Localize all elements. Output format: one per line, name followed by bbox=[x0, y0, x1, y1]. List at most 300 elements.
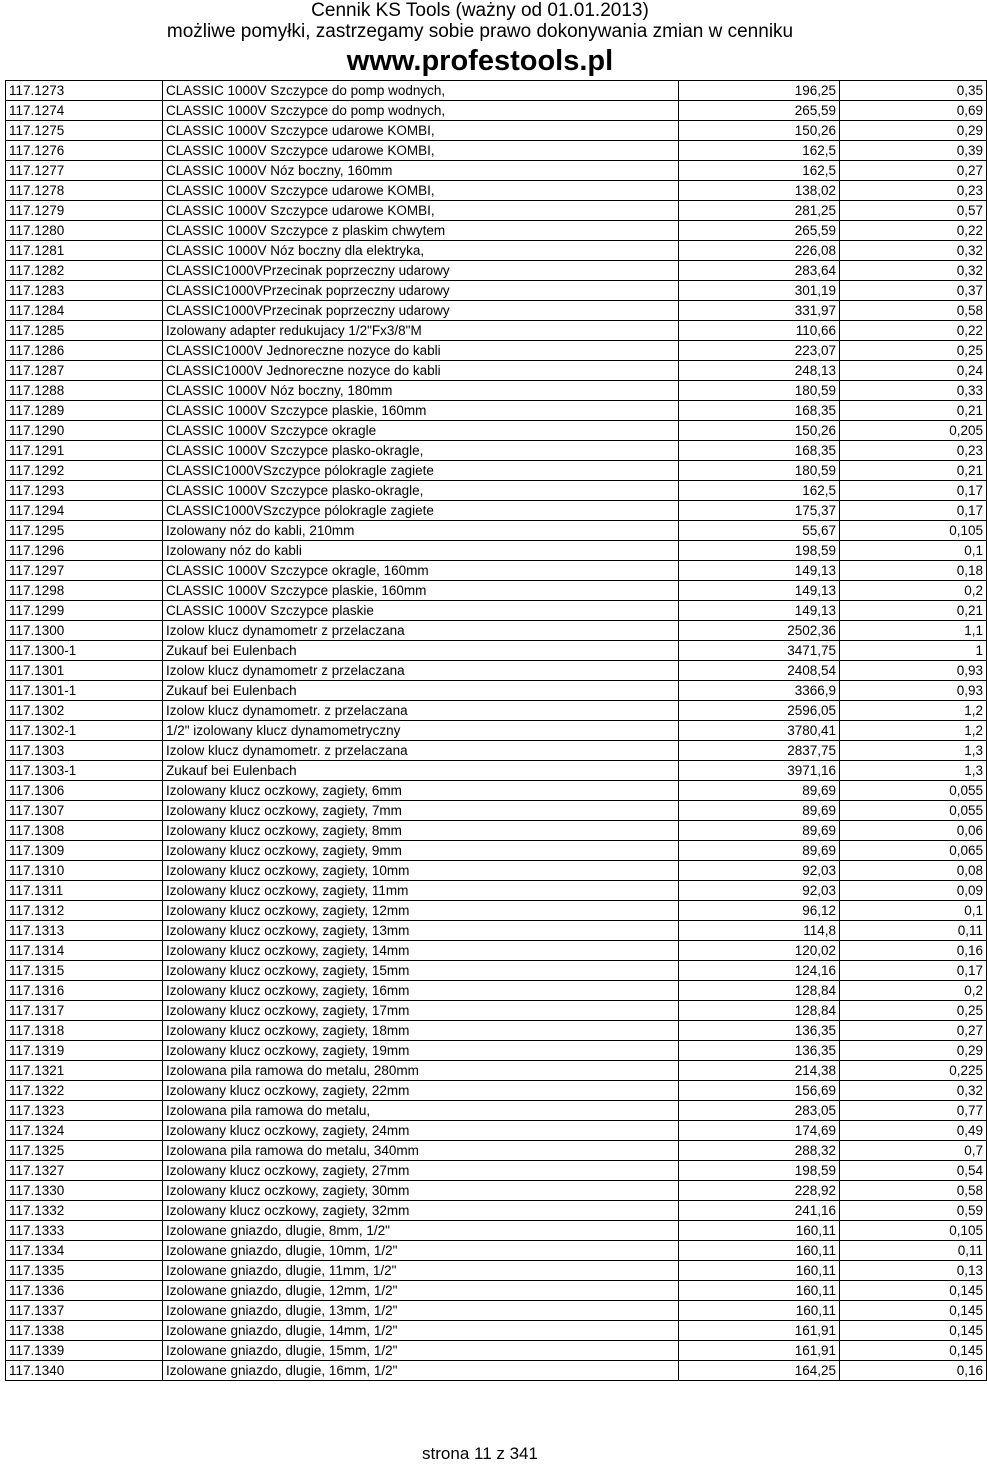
product-description-cell: CLASSIC1000V Jednoreczne nozyce do kabli bbox=[163, 361, 679, 381]
price-cell: 265,59 bbox=[679, 221, 840, 241]
table-row bbox=[6, 1301, 987, 1321]
product-description-cell: 1/2" izolowany klucz dynamometryczny bbox=[163, 721, 679, 741]
price-cell: 248,13 bbox=[679, 361, 840, 381]
product-description-cell: CLASSIC 1000V Szczypce plasko-okragle, bbox=[163, 441, 679, 461]
table-row bbox=[6, 361, 987, 381]
price-cell: 168,35 bbox=[679, 441, 840, 461]
table-row bbox=[6, 861, 987, 881]
product-description-cell: Izolowane gniazdo, dlugie, 12mm, 1/2" bbox=[163, 1281, 679, 1301]
price-cell: 301,19 bbox=[679, 281, 840, 301]
weight-cell: 0,32 bbox=[840, 241, 987, 261]
product-code-cell: 117.1275 bbox=[6, 121, 163, 141]
table-row bbox=[6, 1201, 987, 1221]
table-row bbox=[6, 401, 987, 421]
product-code-cell: 117.1324 bbox=[6, 1121, 163, 1141]
weight-cell: 0,39 bbox=[840, 141, 987, 161]
table-row bbox=[6, 1281, 987, 1301]
table-row bbox=[6, 561, 987, 581]
table-row bbox=[6, 1021, 987, 1041]
table-row bbox=[6, 601, 987, 621]
table-row bbox=[6, 961, 987, 981]
weight-cell: 1,2 bbox=[840, 721, 987, 741]
price-cell: 150,26 bbox=[679, 121, 840, 141]
product-description-cell: Izolowany klucz oczkowy, zagiety, 13mm bbox=[163, 921, 679, 941]
weight-cell: 0,93 bbox=[840, 661, 987, 681]
table-row bbox=[6, 741, 987, 761]
weight-cell: 0,06 bbox=[840, 821, 987, 841]
product-description-cell: CLASSIC 1000V Szczypce do pomp wodnych, bbox=[163, 101, 679, 121]
weight-cell: 1,3 bbox=[840, 761, 987, 781]
product-code-cell: 117.1290 bbox=[6, 421, 163, 441]
product-code-cell: 117.1284 bbox=[6, 301, 163, 321]
table-row bbox=[6, 1261, 987, 1281]
weight-cell: 0,37 bbox=[840, 281, 987, 301]
price-cell: 2837,75 bbox=[679, 741, 840, 761]
weight-cell: 0,35 bbox=[840, 81, 987, 101]
price-cell: 138,02 bbox=[679, 181, 840, 201]
product-code-cell: 117.1319 bbox=[6, 1041, 163, 1061]
product-code-cell: 117.1318 bbox=[6, 1021, 163, 1041]
product-code-cell: 117.1310 bbox=[6, 861, 163, 881]
table-row bbox=[6, 1241, 987, 1261]
table-row bbox=[6, 1341, 987, 1361]
product-description-cell: Izolowany klucz oczkowy, zagiety, 32mm bbox=[163, 1201, 679, 1221]
product-code-cell: 117.1338 bbox=[6, 1321, 163, 1341]
product-code-cell: 117.1297 bbox=[6, 561, 163, 581]
price-list-body bbox=[6, 81, 987, 1381]
product-description-cell: Zukauf bei Eulenbach bbox=[163, 641, 679, 661]
weight-cell: 0,22 bbox=[840, 321, 987, 341]
price-cell: 281,25 bbox=[679, 201, 840, 221]
price-cell: 160,11 bbox=[679, 1261, 840, 1281]
product-code-cell: 117.1322 bbox=[6, 1081, 163, 1101]
product-description-cell: Izolowane gniazdo, dlugie, 16mm, 1/2" bbox=[163, 1361, 679, 1381]
table-row bbox=[6, 581, 987, 601]
product-code-cell: 117.1339 bbox=[6, 1341, 163, 1361]
table-row bbox=[6, 161, 987, 181]
weight-cell: 0,21 bbox=[840, 461, 987, 481]
price-cell: 110,66 bbox=[679, 321, 840, 341]
product-description-cell: CLASSIC 1000V Nóz boczny, 160mm bbox=[163, 161, 679, 181]
table-row bbox=[6, 661, 987, 681]
product-description-cell: CLASSIC 1000V Szczypce do pomp wodnych, bbox=[163, 81, 679, 101]
product-description-cell: Izolow klucz dynamometr. z przelaczana bbox=[163, 741, 679, 761]
table-row bbox=[6, 921, 987, 941]
product-description-cell: CLASSIC 1000V Szczypce udarowe KOMBI, bbox=[163, 141, 679, 161]
product-description-cell: CLASSIC 1000V Szczypce udarowe KOMBI, bbox=[163, 181, 679, 201]
table-row bbox=[6, 221, 987, 241]
table-row bbox=[6, 241, 987, 261]
table-row bbox=[6, 1181, 987, 1201]
price-cell: 89,69 bbox=[679, 781, 840, 801]
price-cell: 156,69 bbox=[679, 1081, 840, 1101]
price-cell: 2408,54 bbox=[679, 661, 840, 681]
price-cell: 162,5 bbox=[679, 161, 840, 181]
product-code-cell: 117.1301 bbox=[6, 661, 163, 681]
price-cell: 288,32 bbox=[679, 1141, 840, 1161]
product-code-cell: 117.1292 bbox=[6, 461, 163, 481]
product-code-cell: 117.1321 bbox=[6, 1061, 163, 1081]
product-code-cell: 117.1302-1 bbox=[6, 721, 163, 741]
weight-cell: 0,49 bbox=[840, 1121, 987, 1141]
product-code-cell: 117.1314 bbox=[6, 941, 163, 961]
price-cell: 228,92 bbox=[679, 1181, 840, 1201]
product-code-cell: 117.1296 bbox=[6, 541, 163, 561]
product-description-cell: CLASSIC1000V Jednoreczne nozyce do kabli bbox=[163, 341, 679, 361]
product-code-cell: 117.1293 bbox=[6, 481, 163, 501]
product-description-cell: Izolowana pila ramowa do metalu, 280mm bbox=[163, 1061, 679, 1081]
weight-cell: 0,27 bbox=[840, 1021, 987, 1041]
price-cell: 92,03 bbox=[679, 881, 840, 901]
product-description-cell: Izolowany klucz oczkowy, zagiety, 16mm bbox=[163, 981, 679, 1001]
weight-cell: 0,23 bbox=[840, 181, 987, 201]
price-cell: 162,5 bbox=[679, 141, 840, 161]
product-description-cell: Izolowany klucz oczkowy, zagiety, 27mm bbox=[163, 1161, 679, 1181]
product-description-cell: CLASSIC 1000V Szczypce plaskie bbox=[163, 601, 679, 621]
product-description-cell: Zukauf bei Eulenbach bbox=[163, 761, 679, 781]
price-cell: 180,59 bbox=[679, 461, 840, 481]
table-row bbox=[6, 941, 987, 961]
weight-cell: 0,17 bbox=[840, 501, 987, 521]
table-row bbox=[6, 181, 987, 201]
product-code-cell: 117.1325 bbox=[6, 1141, 163, 1161]
price-cell: 149,13 bbox=[679, 601, 840, 621]
document-title: Cennik KS Tools (ważny od 01.01.2013) bbox=[311, 0, 649, 21]
weight-cell: 0,205 bbox=[840, 421, 987, 441]
product-description-cell: Izolow klucz dynamometr z przelaczana bbox=[163, 621, 679, 641]
price-cell: 149,13 bbox=[679, 581, 840, 601]
product-code-cell: 117.1340 bbox=[6, 1361, 163, 1381]
table-row bbox=[6, 281, 987, 301]
weight-cell: 0,105 bbox=[840, 521, 987, 541]
price-cell: 92,03 bbox=[679, 861, 840, 881]
price-cell: 160,11 bbox=[679, 1241, 840, 1261]
weight-cell: 0,57 bbox=[840, 201, 987, 221]
price-cell: 2502,36 bbox=[679, 621, 840, 641]
price-cell: 3366,9 bbox=[679, 681, 840, 701]
table-row bbox=[6, 441, 987, 461]
product-code-cell: 117.1335 bbox=[6, 1261, 163, 1281]
price-cell: 114,8 bbox=[679, 921, 840, 941]
table-row bbox=[6, 501, 987, 521]
product-description-cell: Izolowany klucz oczkowy, zagiety, 10mm bbox=[163, 861, 679, 881]
product-description-cell: Izolowany klucz oczkowy, zagiety, 12mm bbox=[163, 901, 679, 921]
product-code-cell: 117.1300 bbox=[6, 621, 163, 641]
price-cell: 223,07 bbox=[679, 341, 840, 361]
product-code-cell: 117.1323 bbox=[6, 1101, 163, 1121]
table-row bbox=[6, 641, 987, 661]
product-code-cell: 117.1298 bbox=[6, 581, 163, 601]
weight-cell: 0,055 bbox=[840, 801, 987, 821]
table-row bbox=[6, 1161, 987, 1181]
weight-cell: 0,59 bbox=[840, 1201, 987, 1221]
product-description-cell: CLASSIC 1000V Szczypce plasko-okragle, bbox=[163, 481, 679, 501]
product-description-cell: Izolowany klucz oczkowy, zagiety, 24mm bbox=[163, 1121, 679, 1141]
product-description-cell: Izolowany klucz oczkowy, zagiety, 9mm bbox=[163, 841, 679, 861]
product-description-cell: Izolowane gniazdo, dlugie, 14mm, 1/2" bbox=[163, 1321, 679, 1341]
product-code-cell: 117.1301-1 bbox=[6, 681, 163, 701]
weight-cell: 0,11 bbox=[840, 921, 987, 941]
product-description-cell: Izolowany klucz oczkowy, zagiety, 22mm bbox=[163, 1081, 679, 1101]
price-cell: 160,11 bbox=[679, 1301, 840, 1321]
price-cell: 124,16 bbox=[679, 961, 840, 981]
product-description-cell: Izolowana pila ramowa do metalu, bbox=[163, 1101, 679, 1121]
product-code-cell: 117.1336 bbox=[6, 1281, 163, 1301]
weight-cell: 0,27 bbox=[840, 161, 987, 181]
weight-cell: 1,2 bbox=[840, 701, 987, 721]
product-code-cell: 117.1277 bbox=[6, 161, 163, 181]
product-description-cell: Izolowany klucz oczkowy, zagiety, 14mm bbox=[163, 941, 679, 961]
product-code-cell: 117.1333 bbox=[6, 1221, 163, 1241]
table-row bbox=[6, 681, 987, 701]
price-cell: 214,38 bbox=[679, 1061, 840, 1081]
product-code-cell: 117.1303-1 bbox=[6, 761, 163, 781]
product-code-cell: 117.1307 bbox=[6, 801, 163, 821]
product-code-cell: 117.1327 bbox=[6, 1161, 163, 1181]
weight-cell: 0,2 bbox=[840, 981, 987, 1001]
weight-cell: 0,145 bbox=[840, 1301, 987, 1321]
product-description-cell: CLASSIC1000VSzczypce pólokragle zagiete bbox=[163, 501, 679, 521]
table-row bbox=[6, 1121, 987, 1141]
price-cell: 241,16 bbox=[679, 1201, 840, 1221]
product-description-cell: CLASSIC 1000V Szczypce okragle, 160mm bbox=[163, 561, 679, 581]
product-code-cell: 117.1287 bbox=[6, 361, 163, 381]
product-code-cell: 117.1313 bbox=[6, 921, 163, 941]
price-cell: 3780,41 bbox=[679, 721, 840, 741]
product-code-cell: 117.1334 bbox=[6, 1241, 163, 1261]
weight-cell: 0,18 bbox=[840, 561, 987, 581]
table-row bbox=[6, 721, 987, 741]
weight-cell: 0,32 bbox=[840, 1081, 987, 1101]
weight-cell: 0,105 bbox=[840, 1221, 987, 1241]
table-row bbox=[6, 701, 987, 721]
price-cell: 175,37 bbox=[679, 501, 840, 521]
weight-cell: 0,29 bbox=[840, 121, 987, 141]
product-code-cell: 117.1285 bbox=[6, 321, 163, 341]
table-row bbox=[6, 1361, 987, 1381]
weight-cell: 0,58 bbox=[840, 301, 987, 321]
table-row bbox=[6, 321, 987, 341]
table-row bbox=[6, 1061, 987, 1081]
price-cell: 89,69 bbox=[679, 801, 840, 821]
product-description-cell: CLASSIC 1000V Szczypce z plaskim chwytem bbox=[163, 221, 679, 241]
product-description-cell: Izolowany klucz oczkowy, zagiety, 15mm bbox=[163, 961, 679, 981]
product-description-cell: CLASSIC 1000V Szczypce udarowe KOMBI, bbox=[163, 121, 679, 141]
table-row bbox=[6, 781, 987, 801]
weight-cell: 0,25 bbox=[840, 341, 987, 361]
weight-cell: 0,29 bbox=[840, 1041, 987, 1061]
product-description-cell: CLASSIC 1000V Szczypce okragle bbox=[163, 421, 679, 441]
weight-cell: 0,7 bbox=[840, 1141, 987, 1161]
product-code-cell: 117.1289 bbox=[6, 401, 163, 421]
price-cell: 89,69 bbox=[679, 841, 840, 861]
price-cell: 161,91 bbox=[679, 1341, 840, 1361]
weight-cell: 0,21 bbox=[840, 601, 987, 621]
product-description-cell: Izolowany klucz oczkowy, zagiety, 8mm bbox=[163, 821, 679, 841]
product-description-cell: CLASSIC 1000V Nóz boczny, 180mm bbox=[163, 381, 679, 401]
table-row bbox=[6, 121, 987, 141]
table-row bbox=[6, 81, 987, 101]
weight-cell: 0,2 bbox=[840, 581, 987, 601]
product-code-cell: 117.1291 bbox=[6, 441, 163, 461]
product-code-cell: 117.1312 bbox=[6, 901, 163, 921]
website-address: www.profestools.pl bbox=[346, 45, 614, 77]
table-row bbox=[6, 1141, 987, 1161]
table-row bbox=[6, 541, 987, 561]
table-row bbox=[6, 621, 987, 641]
product-description-cell: CLASSIC1000VSzczypce pólokragle zagiete bbox=[163, 461, 679, 481]
product-description-cell: Izolowany klucz oczkowy, zagiety, 17mm bbox=[163, 1001, 679, 1021]
weight-cell: 0,08 bbox=[840, 861, 987, 881]
product-description-cell: Izolowany klucz oczkowy, zagiety, 6mm bbox=[163, 781, 679, 801]
price-cell: 128,84 bbox=[679, 981, 840, 1001]
product-code-cell: 117.1315 bbox=[6, 961, 163, 981]
product-code-cell: 117.1286 bbox=[6, 341, 163, 361]
product-description-cell: Izolowany nóz do kabli bbox=[163, 541, 679, 561]
table-row bbox=[6, 801, 987, 821]
product-code-cell: 117.1274 bbox=[6, 101, 163, 121]
product-description-cell: Izolowany klucz oczkowy, zagiety, 18mm bbox=[163, 1021, 679, 1041]
product-code-cell: 117.1302 bbox=[6, 701, 163, 721]
product-code-cell: 117.1300-1 bbox=[6, 641, 163, 661]
product-code-cell: 117.1308 bbox=[6, 821, 163, 841]
weight-cell: 0,11 bbox=[840, 1241, 987, 1261]
price-cell: 160,11 bbox=[679, 1221, 840, 1241]
price-cell: 162,5 bbox=[679, 481, 840, 501]
table-row bbox=[6, 521, 987, 541]
weight-cell: 0,77 bbox=[840, 1101, 987, 1121]
product-description-cell: Izolowane gniazdo, dlugie, 8mm, 1/2" bbox=[163, 1221, 679, 1241]
weight-cell: 0,145 bbox=[840, 1341, 987, 1361]
product-description-cell: Izolowane gniazdo, dlugie, 15mm, 1/2" bbox=[163, 1341, 679, 1361]
price-cell: 198,59 bbox=[679, 1161, 840, 1181]
weight-cell: 0,32 bbox=[840, 261, 987, 281]
price-list-table bbox=[5, 80, 987, 1381]
price-cell: 198,59 bbox=[679, 541, 840, 561]
table-row bbox=[6, 881, 987, 901]
weight-cell: 0,23 bbox=[840, 441, 987, 461]
product-description-cell: Izolowany adapter redukujacy 1/2"Fx3/8"M bbox=[163, 321, 679, 341]
price-cell: 149,13 bbox=[679, 561, 840, 581]
price-cell: 128,84 bbox=[679, 1001, 840, 1021]
product-code-cell: 117.1299 bbox=[6, 601, 163, 621]
product-code-cell: 117.1282 bbox=[6, 261, 163, 281]
weight-cell: 0,25 bbox=[840, 1001, 987, 1021]
product-description-cell: Izolow klucz dynamometr z przelaczana bbox=[163, 661, 679, 681]
product-description-cell: Izolowany klucz oczkowy, zagiety, 30mm bbox=[163, 1181, 679, 1201]
product-description-cell: Izolow klucz dynamometr. z przelaczana bbox=[163, 701, 679, 721]
product-description-cell: Izolowany klucz oczkowy, zagiety, 7mm bbox=[163, 801, 679, 821]
weight-cell: 0,09 bbox=[840, 881, 987, 901]
product-description-cell: CLASSIC1000VPrzecinak poprzeczny udarowy bbox=[163, 281, 679, 301]
weight-cell: 0,065 bbox=[840, 841, 987, 861]
price-cell: 150,26 bbox=[679, 421, 840, 441]
price-cell: 226,08 bbox=[679, 241, 840, 261]
price-cell: 2596,05 bbox=[679, 701, 840, 721]
table-row bbox=[6, 201, 987, 221]
product-description-cell: Zukauf bei Eulenbach bbox=[163, 681, 679, 701]
table-row bbox=[6, 1221, 987, 1241]
product-code-cell: 117.1330 bbox=[6, 1181, 163, 1201]
product-code-cell: 117.1281 bbox=[6, 241, 163, 261]
table-row bbox=[6, 1081, 987, 1101]
product-description-cell: CLASSIC 1000V Szczypce udarowe KOMBI, bbox=[163, 201, 679, 221]
table-row bbox=[6, 141, 987, 161]
price-cell: 196,25 bbox=[679, 81, 840, 101]
product-description-cell: CLASSIC 1000V Szczypce plaskie, 160mm bbox=[163, 581, 679, 601]
product-code-cell: 117.1303 bbox=[6, 741, 163, 761]
weight-cell: 0,17 bbox=[840, 481, 987, 501]
price-cell: 180,59 bbox=[679, 381, 840, 401]
product-code-cell: 117.1279 bbox=[6, 201, 163, 221]
weight-cell: 1 bbox=[840, 641, 987, 661]
table-row bbox=[6, 261, 987, 281]
product-description-cell: CLASSIC1000VPrzecinak poprzeczny udarowy bbox=[163, 301, 679, 321]
price-cell: 3971,16 bbox=[679, 761, 840, 781]
table-row bbox=[6, 481, 987, 501]
price-cell: 89,69 bbox=[679, 821, 840, 841]
price-cell: 161,91 bbox=[679, 1321, 840, 1341]
product-description-cell: CLASSIC 1000V Nóz boczny dla elektryka, bbox=[163, 241, 679, 261]
weight-cell: 0,69 bbox=[840, 101, 987, 121]
product-code-cell: 117.1280 bbox=[6, 221, 163, 241]
weight-cell: 0,33 bbox=[840, 381, 987, 401]
weight-cell: 0,93 bbox=[840, 681, 987, 701]
price-cell: 136,35 bbox=[679, 1021, 840, 1041]
price-cell: 160,11 bbox=[679, 1281, 840, 1301]
product-description-cell: Izolowany nóz do kabli, 210mm bbox=[163, 521, 679, 541]
table-row bbox=[6, 901, 987, 921]
table-row bbox=[6, 981, 987, 1001]
product-code-cell: 117.1337 bbox=[6, 1301, 163, 1321]
price-cell: 96,12 bbox=[679, 901, 840, 921]
product-code-cell: 117.1276 bbox=[6, 141, 163, 161]
product-code-cell: 117.1332 bbox=[6, 1201, 163, 1221]
product-code-cell: 117.1278 bbox=[6, 181, 163, 201]
table-row bbox=[6, 421, 987, 441]
weight-cell: 0,145 bbox=[840, 1321, 987, 1341]
product-description-cell: Izolowane gniazdo, dlugie, 10mm, 1/2" bbox=[163, 1241, 679, 1261]
weight-cell: 0,145 bbox=[840, 1281, 987, 1301]
weight-cell: 0,1 bbox=[840, 901, 987, 921]
table-row bbox=[6, 381, 987, 401]
price-cell: 283,64 bbox=[679, 261, 840, 281]
table-row bbox=[6, 101, 987, 121]
product-description-cell: Izolowane gniazdo, dlugie, 11mm, 1/2" bbox=[163, 1261, 679, 1281]
weight-cell: 0,24 bbox=[840, 361, 987, 381]
product-code-cell: 117.1317 bbox=[6, 1001, 163, 1021]
weight-cell: 1,3 bbox=[840, 741, 987, 761]
weight-cell: 0,13 bbox=[840, 1261, 987, 1281]
table-row bbox=[6, 1321, 987, 1341]
price-cell: 265,59 bbox=[679, 101, 840, 121]
table-row bbox=[6, 761, 987, 781]
table-row bbox=[6, 301, 987, 321]
product-code-cell: 117.1306 bbox=[6, 781, 163, 801]
product-code-cell: 117.1283 bbox=[6, 281, 163, 301]
weight-cell: 0,1 bbox=[840, 541, 987, 561]
product-code-cell: 117.1295 bbox=[6, 521, 163, 541]
table-row bbox=[6, 1001, 987, 1021]
product-code-cell: 117.1311 bbox=[6, 881, 163, 901]
table-row bbox=[6, 821, 987, 841]
product-code-cell: 117.1309 bbox=[6, 841, 163, 861]
product-code-cell: 117.1294 bbox=[6, 501, 163, 521]
product-description-cell: Izolowane gniazdo, dlugie, 13mm, 1/2" bbox=[163, 1301, 679, 1321]
price-cell: 283,05 bbox=[679, 1101, 840, 1121]
product-description-cell: Izolowany klucz oczkowy, zagiety, 11mm bbox=[163, 881, 679, 901]
weight-cell: 0,21 bbox=[840, 401, 987, 421]
